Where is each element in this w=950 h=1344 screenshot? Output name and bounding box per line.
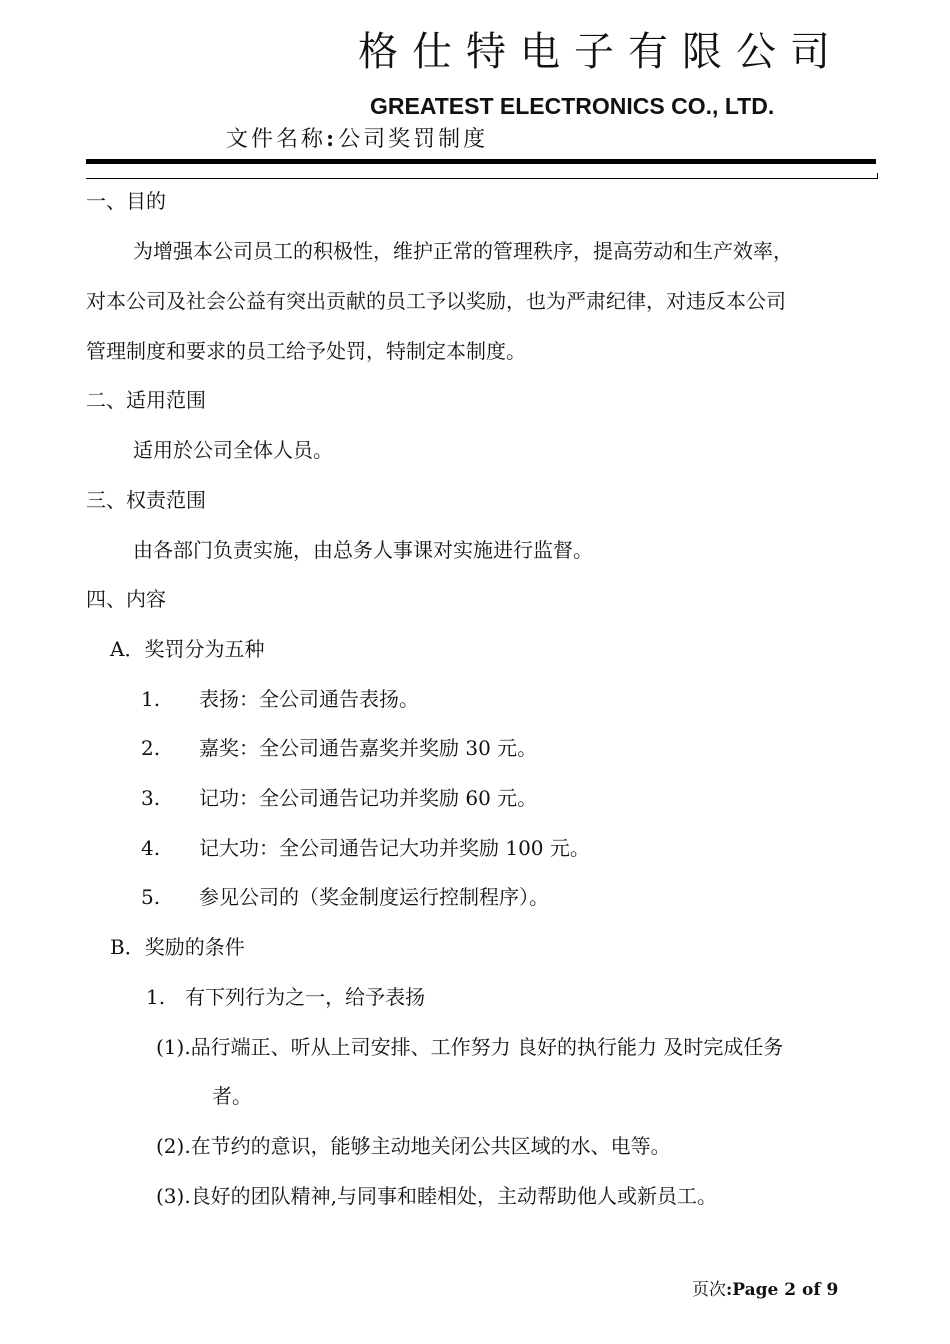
file-name-label: 文件名称 (226, 127, 327, 152)
section-heading-purpose: 一、目的 (86, 189, 166, 213)
section-heading-content: 四、内容 (86, 587, 166, 611)
header-divider-thick (86, 159, 876, 164)
list-item-text: 参见公司的（奖金制度运行控制程序）。 (199, 885, 549, 909)
condition-item-continuation: 者。 (212, 1084, 252, 1108)
page-value: :Page 2 of 9 (726, 1280, 839, 1300)
subsection-heading-reward-types: A．奖罚分为五种 (110, 637, 265, 661)
purpose-paragraph-line-1: 为增强本公司员工的积极性，维护正常的管理秩序，提高劳动和生产效率， (133, 239, 793, 263)
purpose-paragraph-line-3: 管理制度和要求的员工给予处罚，特制定本制度。 (86, 339, 526, 363)
scope-paragraph: 适用於公司全体人员。 (133, 438, 333, 462)
list-item-number: 5. (141, 885, 161, 909)
page-number (692, 1278, 838, 1302)
condition-item: (3).良好的团队精神,与同事和睦相处，主动帮助他人或新员工。 (156, 1184, 718, 1208)
list-item-text: 嘉奖：全公司通告嘉奖并奖励 30 元。 (199, 736, 538, 760)
header-divider-thin (86, 178, 878, 179)
condition-item: (1).品行端正、听从上司安排、工作努力 良好的执行能力 及时完成任务 (156, 1035, 784, 1059)
list-item-number: 2. (141, 736, 161, 760)
list-item (141, 785, 537, 811)
header-divider-tick (877, 173, 878, 179)
file-name-colon: : (326, 126, 335, 152)
list-item (141, 835, 590, 861)
list-item (141, 735, 537, 761)
list-item-text: 记功：全公司通告记功并奖励 60 元。 (199, 786, 538, 810)
list-item (141, 884, 549, 910)
list-item (141, 686, 419, 712)
subsection-heading-reward-conditions: B．奖励的条件 (110, 935, 245, 959)
company-name-english: GREATEST ELECTRONICS CO., LTD. (370, 93, 775, 119)
section-heading-scope: 二、适用范围 (86, 388, 206, 412)
list-item-number: 1. (141, 687, 161, 711)
condition-heading-praise: 1. 有下列行为之一，给予表扬 (146, 985, 426, 1009)
list-item-number: 4. (141, 836, 161, 860)
company-name-chinese: 格仕特电子有限公司 (358, 29, 844, 75)
file-name-value: 公司奖罚制度 (338, 127, 489, 152)
purpose-paragraph-line-2: 对本公司及社会公益有突出贡献的员工予以奖励，也为严肃纪律，对违反本公司 (86, 289, 786, 313)
page-label: 页次 (692, 1280, 726, 1300)
list-item-number: 3. (141, 786, 161, 810)
file-name-line (226, 124, 488, 155)
condition-item: (2).在节约的意识，能够主动地关闭公共区域的水、电等。 (156, 1134, 671, 1158)
responsibility-paragraph: 由各部门负责实施，由总务人事课对实施进行监督。 (133, 538, 593, 562)
list-item-text: 记大功：全公司通告记大功并奖励 100 元。 (199, 836, 590, 860)
list-item-text: 表扬：全公司通告表扬。 (199, 687, 419, 711)
section-heading-responsibility: 三、权责范围 (86, 488, 206, 512)
